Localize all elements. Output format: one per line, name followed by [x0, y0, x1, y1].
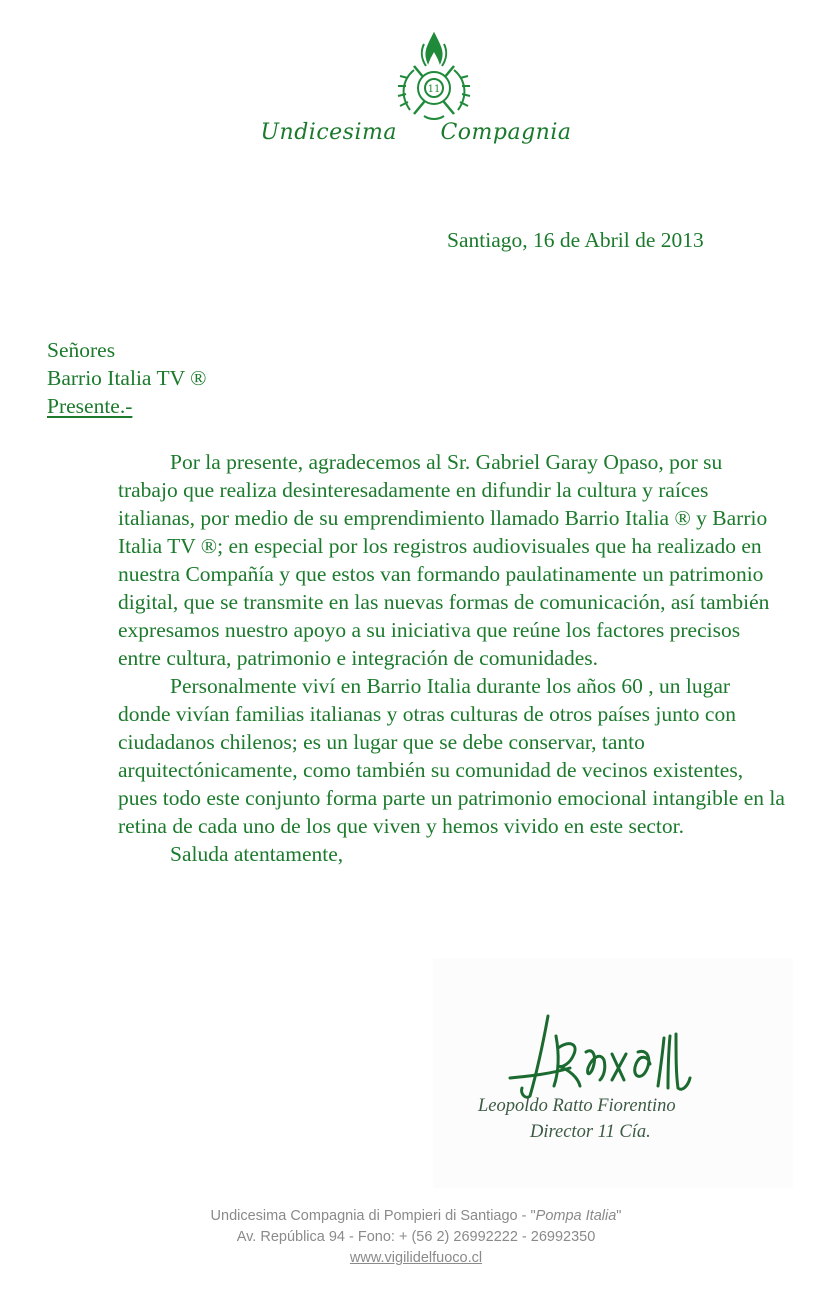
footer-org-nickname: Pompa Italia	[535, 1208, 617, 1224]
signatory-name: Leopoldo Ratto Fiorentino	[478, 1096, 676, 1116]
letter-date: Santiago, 16 de Abril de 2013	[447, 228, 704, 252]
letter-body	[118, 448, 786, 868]
handwritten-signature	[500, 1008, 740, 1104]
footer-org: Undicesima Compagnia di Pompieri di Santiago - "	[210, 1208, 536, 1224]
addressee-line-3: Presente.-	[47, 394, 133, 418]
company-name: Undicesima Compagnia	[260, 120, 572, 145]
company-emblem	[384, 30, 484, 126]
paragraph-1: Por la presente, agradecemos al Sr. Gabriel Garay Opaso, por su trabajo que realiza desinteresadamente en difundir la cultura y raíces italianas, por medio de su emprendimiento llamado Barrio Italia ® y Barrio Italia TV ®; en especial por los registros audiovisuales que ha realizado en nuestra Compañía y que estos van formando paulatinamente un patrimonio digital, que se transmite en las nuevas formas de comunicación, así también expresamos nuestro apoyo a su iniciativa que reúne los factores precisos entre cultura, patrimonio e integración de comunidades.	[118, 450, 770, 670]
addressee-line-1: Señores	[47, 338, 116, 362]
emblem-number: 11	[427, 84, 441, 95]
closing: Saluda atentamente,	[170, 842, 344, 866]
addressee-line-2: Barrio Italia TV ®	[47, 366, 207, 390]
footer-website-link[interactable]: www.vigilidelfuoco.cl	[349, 1250, 483, 1266]
footer-address-phone: Av. República 94 - Fono: + (56 2) 26992222 - 26992350	[236, 1229, 596, 1245]
paragraph-2: Personalmente viví en Barrio Italia durante los años 60 , un lugar donde vivían familias italianas y otras culturas de otros países junto con ciudadanos chilenos; es un lugar que se debe conservar, tanto arquitectónicamente, como también su comunidad de vecinos existentes, pues todo este conjunto forma parte un patrimonio emocional intangible en la retina de cada uno de los que viven y hemos vivido en este sector.	[118, 674, 785, 838]
footer-line-1	[0, 1208, 832, 1224]
footer-org-suffix: "	[616, 1208, 622, 1224]
signatory-title: Director 11 Cía.	[530, 1122, 651, 1142]
